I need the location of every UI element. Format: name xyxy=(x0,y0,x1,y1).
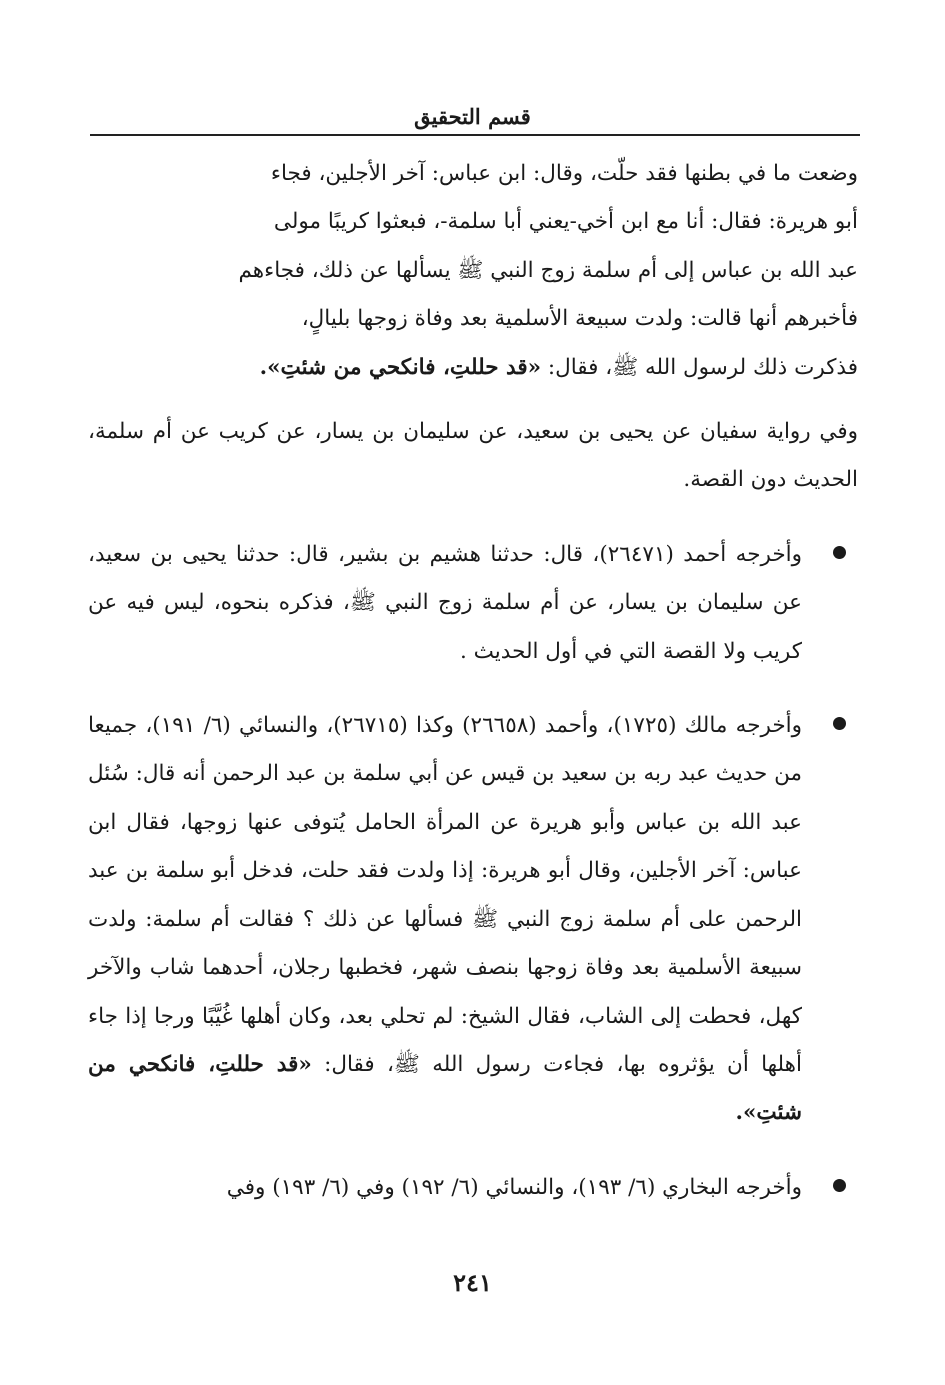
text-line: فأخبرهم أنها قالت: ولدت سبيعة الأسلمية بعد وفاة زوجها بليالٍ، xyxy=(301,306,858,332)
takhrij-text: وأخرجه أحمد (٢٦٤٧١)، قال: حدثنا هشيم بن بشير، قال: حدثنا يحيى بن سعيد، عن سليمان بن يسار، عن أم سلمة زوج النبي ﷺ، فذكره بنحوه، ليس فيه عن كريب ولا القصة التي في أول الحديث . xyxy=(88,541,802,664)
spacer xyxy=(88,676,858,702)
text-line xyxy=(88,344,858,392)
page-number: ٢٤١ xyxy=(453,1268,492,1297)
prophet-quote: «قد حللتِ، فانكحي من شئتِ». xyxy=(259,354,542,380)
text-line: أبو هريرة: فقال: أنا مع ابن أخي-يعني أبا سلمة-، فبعثوا كريبًا مولى xyxy=(273,209,858,235)
section-title: قسم التحقيق xyxy=(414,104,531,129)
takhrij-text xyxy=(88,702,802,1138)
text-fragment: فذكرت ذلك لرسول الله ﷺ، فقال: xyxy=(541,354,858,380)
takhrij-text: وأخرجه البخاري (٦/ ١٩٣)، والنسائي (٦/ ١٩٢) وفي (٦/ ١٩٣) وفي xyxy=(226,1174,802,1200)
page-body xyxy=(88,150,858,1212)
text-line: عبد الله بن عباس إلى أم سلمة زوج النبي ﷺ يسألها عن ذلك، فجاءهم xyxy=(238,257,858,283)
text-fragment: وأخرجه مالك (١٧٢٥)، وأحمد (٢٦٦٥٨) وكذا (٢٦٧١٥)، والنسائي (٦/ ١٩١)، جميعا من حديث عبد ربه بن سعيد بن قيس عن أبي سلمة بن عبد الرحمن أنه قال: سُئل عبد الله بن عباس وأبو هريرة عن المرأة الحامل يُتوفى عنها زوجها، فقال ابن عباس: آخر الأجلين، وقال أبو هريرة: إذا ولدت فقد حلت، فدخل أبو سلمة بن عبد الرحمن على أم سلمة زوج النبي ﷺ فسألها عن ذلك ؟ فقالت أم سلمة: ولدت سبيعة الأسلمية بعد وفاة زوجها بنصف شهر، فخطبها رجلان، أحدهما شاب والآخر كهل، فحطت إلى الشاب، فقال الشيخ: لم تحلي بعد، وكان أهلها غُيَّبًا ورجا إذا جاء أهلها أن يؤثروه بها، فجاءت رسول الله ﷺ، فقال: xyxy=(88,713,802,1077)
bullet-icon xyxy=(833,717,846,730)
takhrij-item-bukhari xyxy=(88,1164,858,1212)
paragraph-hadith xyxy=(88,150,858,392)
text-line: وضعت ما في بطنها فقد حلّت، وقال: ابن عباس: آخر الأجلين، فجاء xyxy=(270,161,858,186)
header-divider xyxy=(90,134,860,136)
paragraph-sufyan-narration: وفي رواية سفيان عن يحيى بن سعيد، عن سليمان بن يسار، عن كريب عن أم سلمة، الحديث دون القصة. xyxy=(88,419,858,493)
bullet-icon xyxy=(833,1179,846,1192)
prophet-quote: «قد حللتِ، فانكحي من شئتِ». xyxy=(88,1051,802,1126)
bullet-icon xyxy=(833,546,846,559)
spacer xyxy=(88,392,858,408)
takhrij-item-malik xyxy=(88,702,858,1138)
spacer xyxy=(88,1138,858,1164)
takhrij-item-ahmad xyxy=(88,531,858,676)
spacer xyxy=(88,505,858,531)
